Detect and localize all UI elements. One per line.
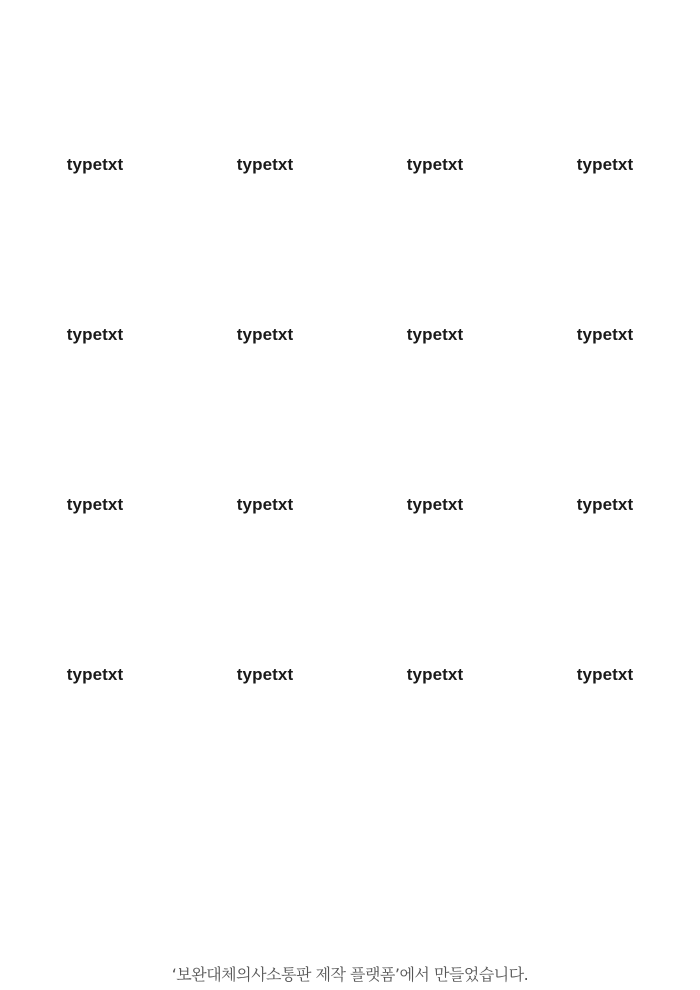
footer-credit: ‘보완대체의사소통판 제작 플랫폼’에서 만들었습니다.	[171, 965, 529, 984]
board-cell-13[interactable]	[10, 590, 180, 760]
symbol-grid	[10, 80, 690, 760]
cell-label: typetxt	[236, 155, 294, 174]
cell-label: typetxt	[236, 495, 294, 514]
cell-label: typetxt	[576, 155, 634, 174]
cell-label: typetxt	[406, 155, 464, 174]
board-cell-1[interactable]	[10, 80, 180, 250]
board-cell-4[interactable]	[520, 80, 690, 250]
cell-label: typetxt	[66, 495, 124, 514]
board-cell-15[interactable]	[350, 590, 520, 760]
board-cell-12[interactable]	[520, 420, 690, 590]
cell-label: typetxt	[576, 495, 634, 514]
cell-label: typetxt	[576, 325, 634, 344]
cell-label: typetxt	[406, 325, 464, 344]
board-cell-9[interactable]	[10, 420, 180, 590]
cell-label: typetxt	[406, 665, 464, 684]
board-cell-16[interactable]	[520, 590, 690, 760]
board-cell-5[interactable]	[10, 250, 180, 420]
board-cell-8[interactable]	[520, 250, 690, 420]
cell-label: typetxt	[66, 155, 124, 174]
board-cell-10[interactable]	[180, 420, 350, 590]
cell-label: typetxt	[236, 325, 294, 344]
cell-label: typetxt	[236, 665, 294, 684]
cell-label: typetxt	[406, 495, 464, 514]
board-cell-7[interactable]	[350, 250, 520, 420]
board-cell-11[interactable]	[350, 420, 520, 590]
cell-label: typetxt	[576, 665, 634, 684]
cell-label: typetxt	[66, 665, 124, 684]
board-cell-2[interactable]	[180, 80, 350, 250]
board-cell-6[interactable]	[180, 250, 350, 420]
board-cell-14[interactable]	[180, 590, 350, 760]
cell-label: typetxt	[66, 325, 124, 344]
board-cell-3[interactable]	[350, 80, 520, 250]
